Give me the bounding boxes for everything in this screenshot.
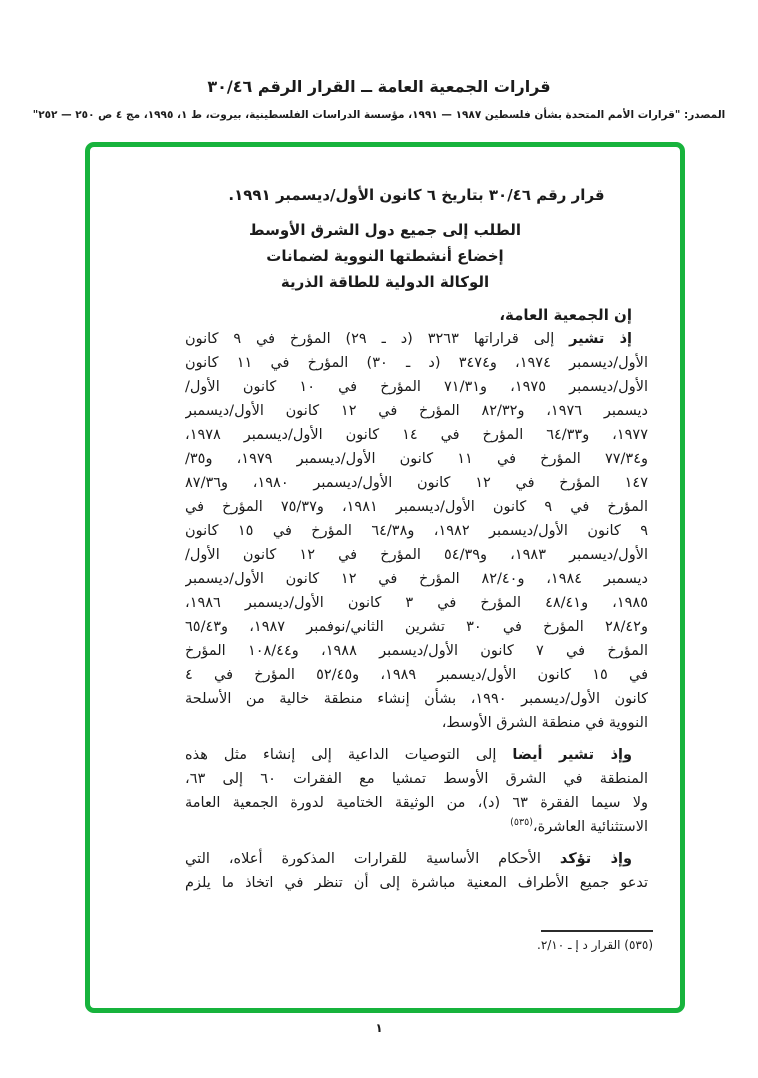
resolution-title-line-1: الطلب إلى جميع دول الشرق الأوسط xyxy=(249,221,521,239)
body-line: ٩ كانون الأول/ديسمبر ١٩٨٢، و٦٤/٣٨ المؤرخ في ١٥ كانون xyxy=(185,523,648,539)
resolution-title xyxy=(90,217,680,295)
body-line: ديسمبر ١٩٧٦، و٨٢/٣٢ المؤرخ في ١٢ كانون الأول/ديسمبر xyxy=(185,403,648,419)
body-line: ١٩٨٥، و٤٨/٤١ المؤرخ في ٣ كانون الأول/ديسمبر ١٩٨٦، xyxy=(185,595,648,611)
body-line: وإذ تؤكد الأحكام الأساسية للقرارات المذكورة أعلاه، التي xyxy=(185,851,632,867)
footnote-marker: (٥٣٥) xyxy=(510,817,533,829)
source-line: المصدر: "قرارات الأمم المتحدة بشأن فلسطين ١٩٨٧ — ١٩٩١، مؤسسة الدراسات الفلسطينية، بيروت، ط ١، ١٩٩٥، مج ٤ ص ٢٥٠ — ٢٥٢" xyxy=(32,109,726,121)
body-line: ١٩٧٧، و٦٤/٣٣ المؤرخ في ١٤ كانون الأول/ديسمبر ١٩٧٨، xyxy=(185,427,648,443)
resolution-box xyxy=(85,142,685,1013)
body-line: و٧٧/٣٤ المؤرخ في ١١ كانون الأول/ديسمبر ١٩٧٩، و٣٥/ xyxy=(185,451,648,467)
body-line: في ١٥ كانون الأول/ديسمبر ١٩٨٩، و٥٢/٤٥ المؤرخ في ٤ xyxy=(185,667,648,683)
body-line: الاستثنائية العاشرة،$^{(٥٣٥)}$ xyxy=(510,817,648,835)
body-line: تدعو جميع الأطراف المعنية مباشرة إلى أن تنظر في اتخاذ ما يلزم xyxy=(185,875,648,891)
lead-in: وإذ تؤكد xyxy=(559,851,632,867)
opening-line: إن الجمعية العامة، xyxy=(499,306,632,324)
resolution-date-line: قرار رقم ٣٠/٤٦ بتاريخ ٦ كانون الأول/ديسمبر ١٩٩١. xyxy=(228,186,605,204)
body-line: إذ تشير إلى قراراتها ٣٢٦٣ (د ـ ٢٩) المؤرخ في ٩ كانون xyxy=(185,331,632,347)
body-text xyxy=(185,327,648,895)
body-line: الأول/ديسمبر ١٩٨٣، و٥٤/٣٩ المؤرخ في ١٢ كانون الأول/ xyxy=(185,547,648,563)
body-line: النووية في منطقة الشرق الأوسط، xyxy=(441,715,648,731)
page-number: ١ xyxy=(375,1021,383,1035)
lead-in: إذ تشير xyxy=(569,331,632,347)
resolution-title-line-3: الوكالة الدولية للطاقة الذرية xyxy=(280,273,490,291)
resolution-title-line-2: إخضاع أنشطتها النووية لضمانات xyxy=(266,247,504,265)
body-line: ١٤٧ المؤرخ في ١٢ كانون الأول/ديسمبر ١٩٨٠، و٨٧/٣٦ xyxy=(185,475,648,491)
body-line: الأول/ديسمبر ١٩٧٤، و٣٤٧٤ (د ـ ٣٠) المؤرخ في ١١ كانون xyxy=(185,355,648,371)
body-line: الأول/ديسمبر ١٩٧٥، و٧١/٣١ المؤرخ في ١٠ كانون الأول/ xyxy=(185,379,648,395)
body-line: المنطقة في الشرق الأوسط تمشيا مع الفقرات ٦٠ إلى ٦٣، xyxy=(185,771,648,787)
page-title: قرارات الجمعية العامة ــ القرار الرقم ٣٠/٤٦ xyxy=(207,77,551,96)
lead-in: وإذ تشير أيضا xyxy=(512,747,633,763)
footnote xyxy=(537,930,653,954)
body-line: ولا سيما الفقرة ٦٣ (د)، من الوثيقة الختامية لدورة الجمعية العامة xyxy=(185,795,648,811)
body-line: وإذ تشير أيضا إلى التوصيات الداعية إلى إنشاء مثل هذه xyxy=(185,747,633,763)
footnote-text: (٥٣٥) القرار د إ ـ ٢/١٠. xyxy=(536,938,653,952)
body-line: كانون الأول/ديسمبر ١٩٩٠، بشأن إنشاء منطقة خالية من الأسلحة xyxy=(185,691,648,707)
footnote-rule xyxy=(541,930,653,932)
body-line: المؤرخ في ٩ كانون الأول/ديسمبر ١٩٨١، و٧٥/٣٧ المؤرخ في xyxy=(185,499,648,515)
body-line: ديسمبر ١٩٨٤، و٨٢/٤٠ المؤرخ في ١٢ كانون الأول/ديسمبر xyxy=(185,571,648,587)
body-line: المؤرخ في ٧ كانون الأول/ديسمبر ١٩٨٨، و١٠٨/٤٤ المؤرخ xyxy=(185,643,648,659)
body-line: و٢٨/٤٢ المؤرخ في ٣٠ تشرين الثاني/نوفمبر ١٩٨٧، و٦٥/٤٣ xyxy=(185,619,648,635)
